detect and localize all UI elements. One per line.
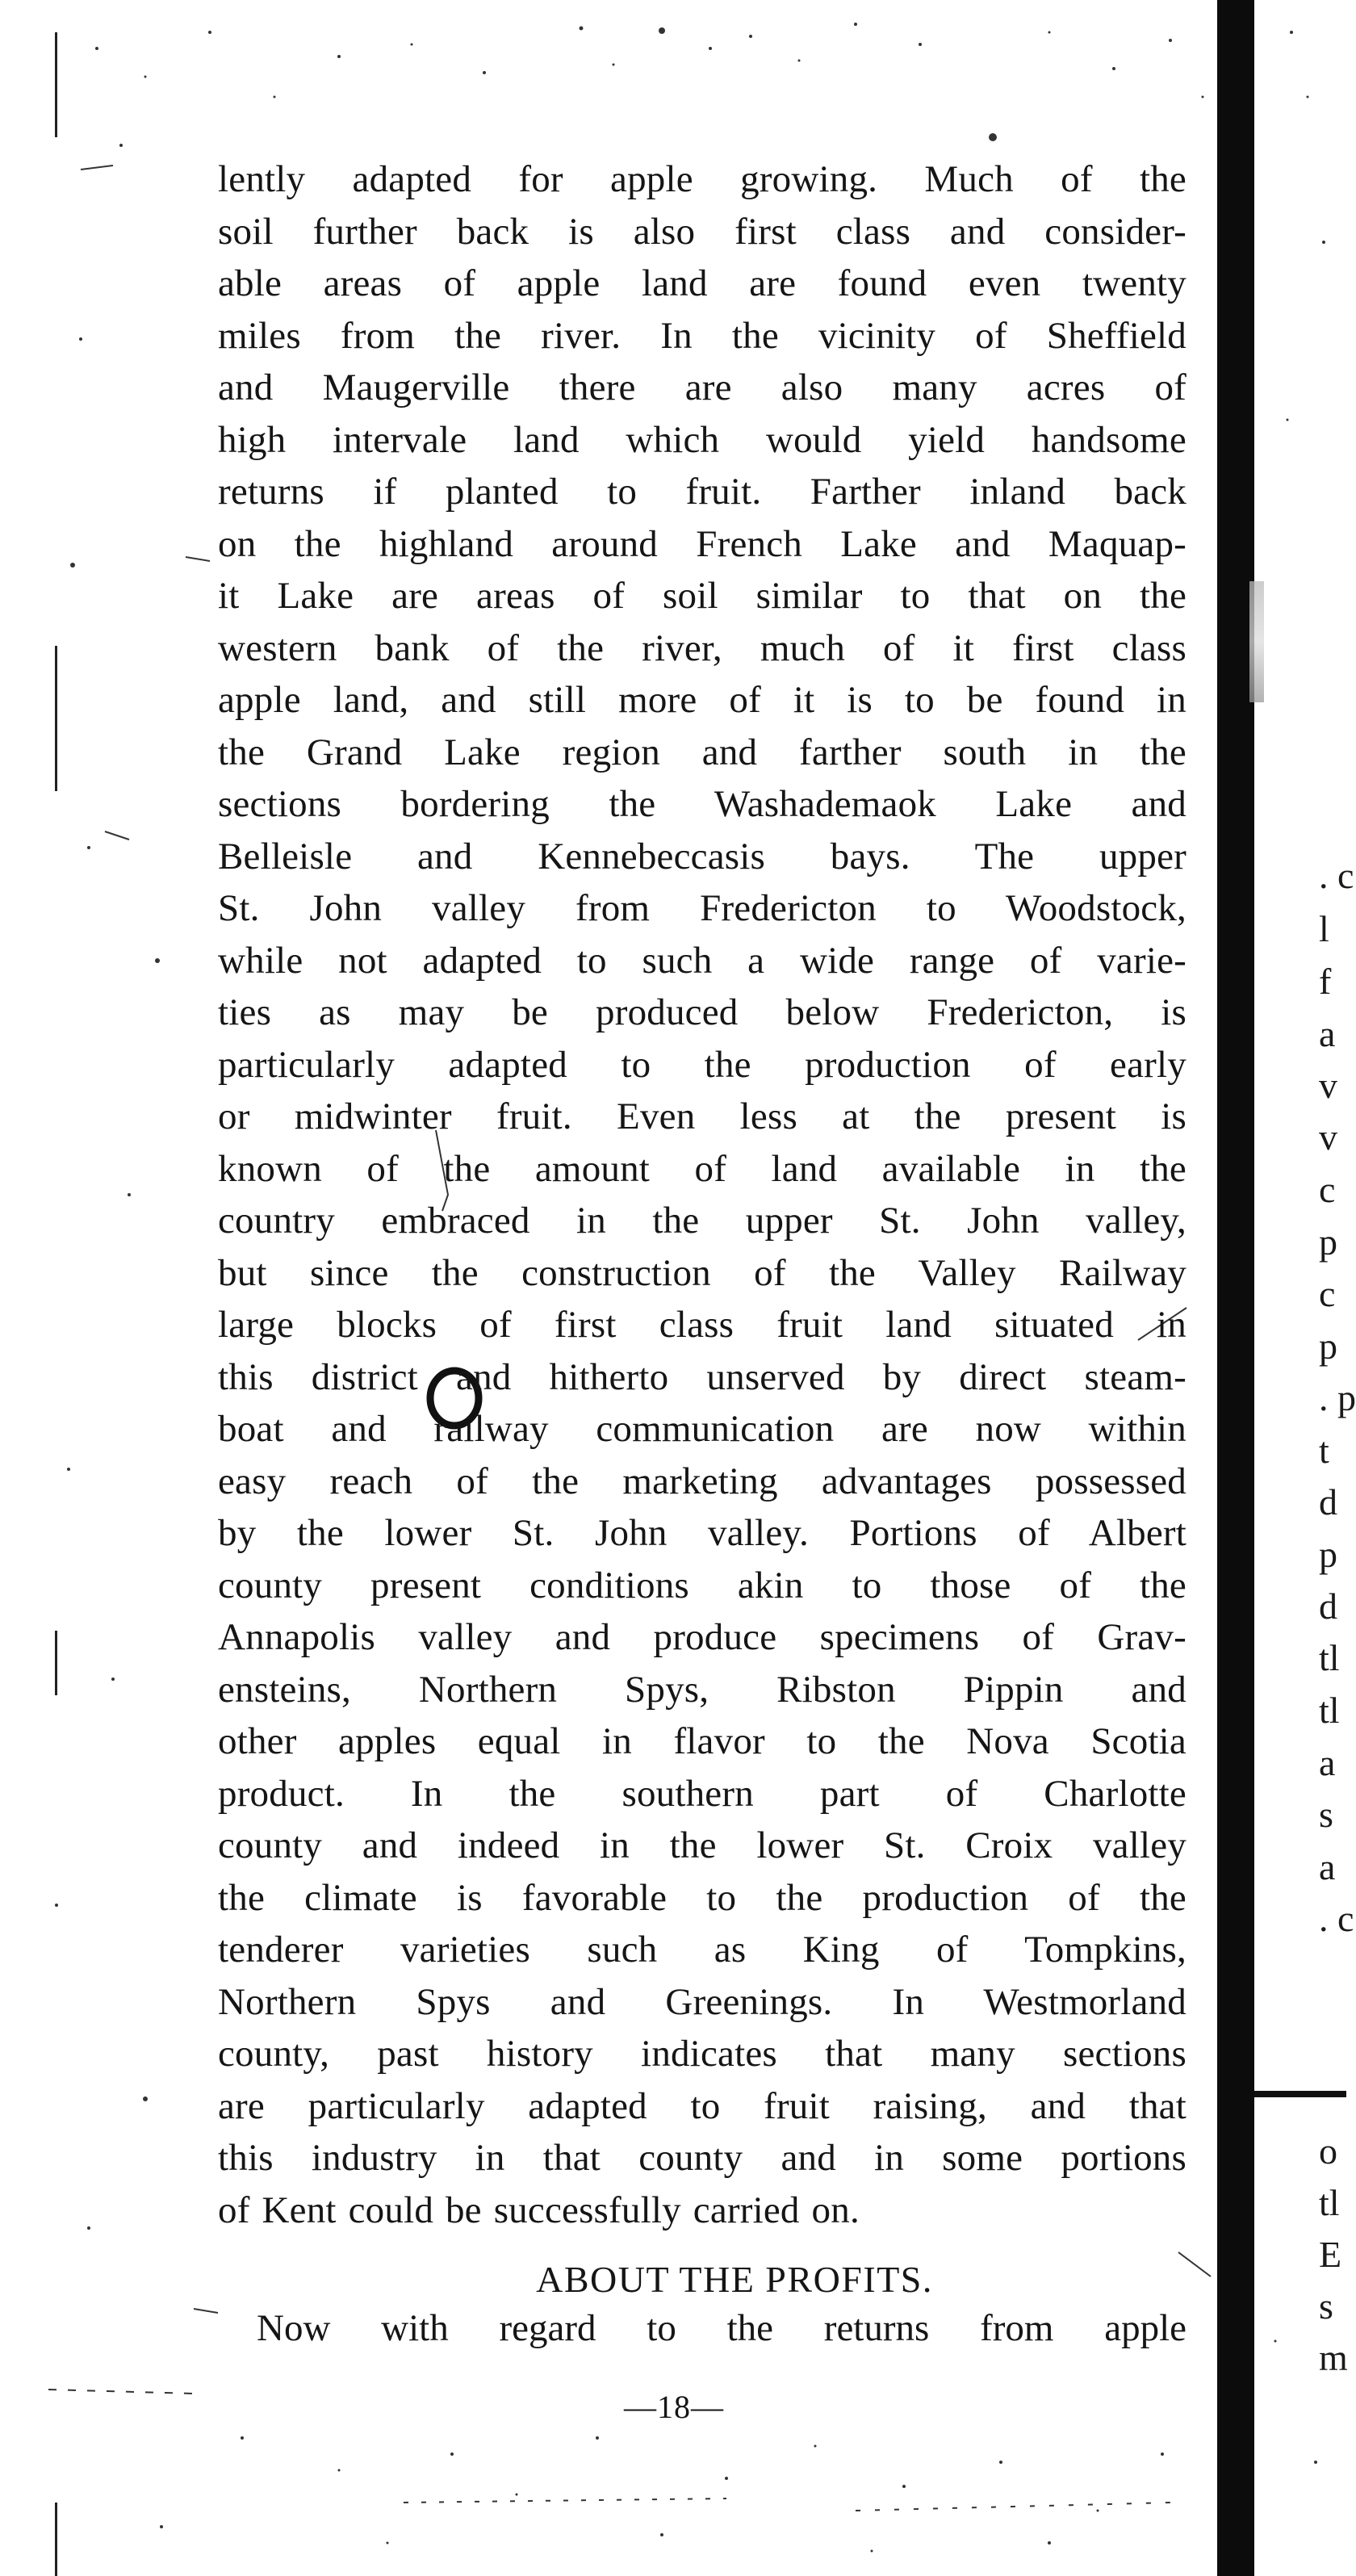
facing-page-char: d [1319, 1585, 1337, 1627]
page-number: —18— [624, 2389, 724, 2425]
facing-page-char: v [1319, 1065, 1337, 1106]
text-line: county and indeed in the lower St. Croix valley [218, 1824, 1186, 1866]
text-line: apple land, and still more of it is to be found in [218, 679, 1186, 721]
facing-page-char: p [1319, 1534, 1337, 1575]
text-line: sections bordering the Washademaok Lake and [218, 783, 1186, 825]
facing-page-char: c [1319, 1273, 1336, 1314]
facing-page-char: a [1319, 1013, 1336, 1054]
facing-page-char: tl [1319, 1690, 1340, 1731]
text-line: product. In the southern part of Charlotte [218, 1772, 1186, 1815]
text-line: known of the amount of land available in the [218, 1147, 1186, 1190]
facing-page-char: p [1319, 1221, 1337, 1263]
facing-page-char: p [1319, 1326, 1337, 1367]
text-line: county, past history indicates that many sections [218, 2033, 1186, 2075]
text-line: while not adapted to such a wide range of varie- [218, 939, 1186, 982]
facing-page-char: tl [1319, 1637, 1340, 1678]
text-line: boat and railway communication are now within [218, 1408, 1186, 1450]
facing-page-char: t [1319, 1430, 1329, 1471]
text-line: able areas of apple land are found even twenty [218, 262, 1186, 304]
text-line: or midwinter fruit. Even less at the present is [218, 1095, 1186, 1137]
facing-page-char: f [1319, 961, 1332, 1002]
text-line: miles from the river. In the vicinity of Sheffield [218, 314, 1186, 357]
body-paragraph [218, 153, 1186, 2236]
section-heading: ABOUT THE PROFITS. [536, 2259, 933, 2300]
binding-mark-lower [55, 1631, 57, 1695]
facing-page-char: tl [1319, 2182, 1340, 2223]
next-paragraph-start: Now with regard to the returns from apple [257, 2307, 1186, 2349]
text-line: particularly adapted to the production of early [218, 1043, 1186, 1086]
text-line: on the highland around French Lake and Maquap- [218, 522, 1186, 565]
text-line: lently adapted for apple growing. Much of the [218, 158, 1186, 200]
facing-page-char: . c [1319, 1898, 1354, 1939]
facing-page-char: . p [1319, 1377, 1356, 1418]
text-line: are particularly adapted to fruit raising, and that [218, 2084, 1186, 2127]
text-line: country embraced in the upper St. John valley, [218, 1200, 1186, 1242]
text-line: soil further back is also first class and consider- [218, 210, 1186, 253]
text-line: high intervale land which would yield handsome [218, 418, 1186, 461]
text-line: easy reach of the marketing advantages possessed [218, 1460, 1186, 1502]
text-line: large blocks of first class fruit land situated in [218, 1304, 1186, 1346]
text-line: the climate is favorable to the production of the [218, 1876, 1186, 1919]
facing-page-fragment [1301, 0, 1356, 2576]
text-line: ensteins, Northern Spys, Ribston Pippin and [218, 1668, 1186, 1711]
text-line: Belleisle and Kennebeccasis bays. The upper [218, 835, 1186, 878]
text-line: returns if planted to fruit. Farther inland back [218, 471, 1186, 513]
facing-page-char: c [1319, 1169, 1336, 1210]
text-line: ties as may be produced below Fredericton, is [218, 991, 1186, 1033]
facing-page-char: . c [1319, 855, 1354, 896]
facing-page-char: E [1319, 2234, 1342, 2275]
text-line: this district and hitherto unserved by direct steam- [218, 1355, 1186, 1398]
binding-mark-top [55, 32, 57, 137]
text-line: and Maugerville there are also many acres of [218, 367, 1186, 408]
book-spine-shadow [1217, 0, 1254, 2576]
text-line: Northern Spys and Greenings. In Westmorland [218, 1980, 1186, 2023]
text-line: of Kent could be successfully carried on. [218, 2189, 860, 2231]
text-line: St. John valley from Fredericton to Woodstock, [218, 887, 1186, 929]
facing-page-char: a [1319, 1846, 1336, 1887]
facing-page-char: a [1319, 1742, 1336, 1783]
binding-mark-bottom [55, 2503, 57, 2576]
text-line: by the lower St. John valley. Portions of Albert [218, 1512, 1186, 1554]
facing-page-char: d [1319, 1481, 1337, 1523]
facing-page-char: m [1319, 2337, 1348, 2378]
text-line: this industry in that county and in some portions [218, 2137, 1186, 2179]
facing-page-char: v [1319, 1116, 1337, 1158]
text-line: other apples equal in flavor to the Nova Scotia [218, 1720, 1186, 1762]
text-line: county present conditions akin to those of the [218, 1564, 1186, 1606]
text-line: but since the construction of the Valley Railway [218, 1251, 1186, 1294]
text-line: western bank of the river, much of it first class [218, 626, 1186, 669]
spine-highlight [1249, 581, 1264, 702]
facing-page-char: s [1319, 2285, 1333, 2327]
facing-page-char: o [1319, 2130, 1337, 2172]
text-line: the Grand Lake region and farther south in the [218, 731, 1186, 773]
binding-mark-middle [55, 646, 57, 791]
text-line: tenderer varieties such as King of Tompkins, [218, 1929, 1186, 1971]
facing-page-char: l [1319, 908, 1329, 949]
facing-page-char: s [1319, 1794, 1333, 1835]
main-text-column [218, 153, 1186, 2352]
text-line: it Lake are areas of soil similar to that on the [218, 575, 1186, 617]
text-line: Annapolis valley and produce specimens of Grav- [218, 1616, 1186, 1658]
